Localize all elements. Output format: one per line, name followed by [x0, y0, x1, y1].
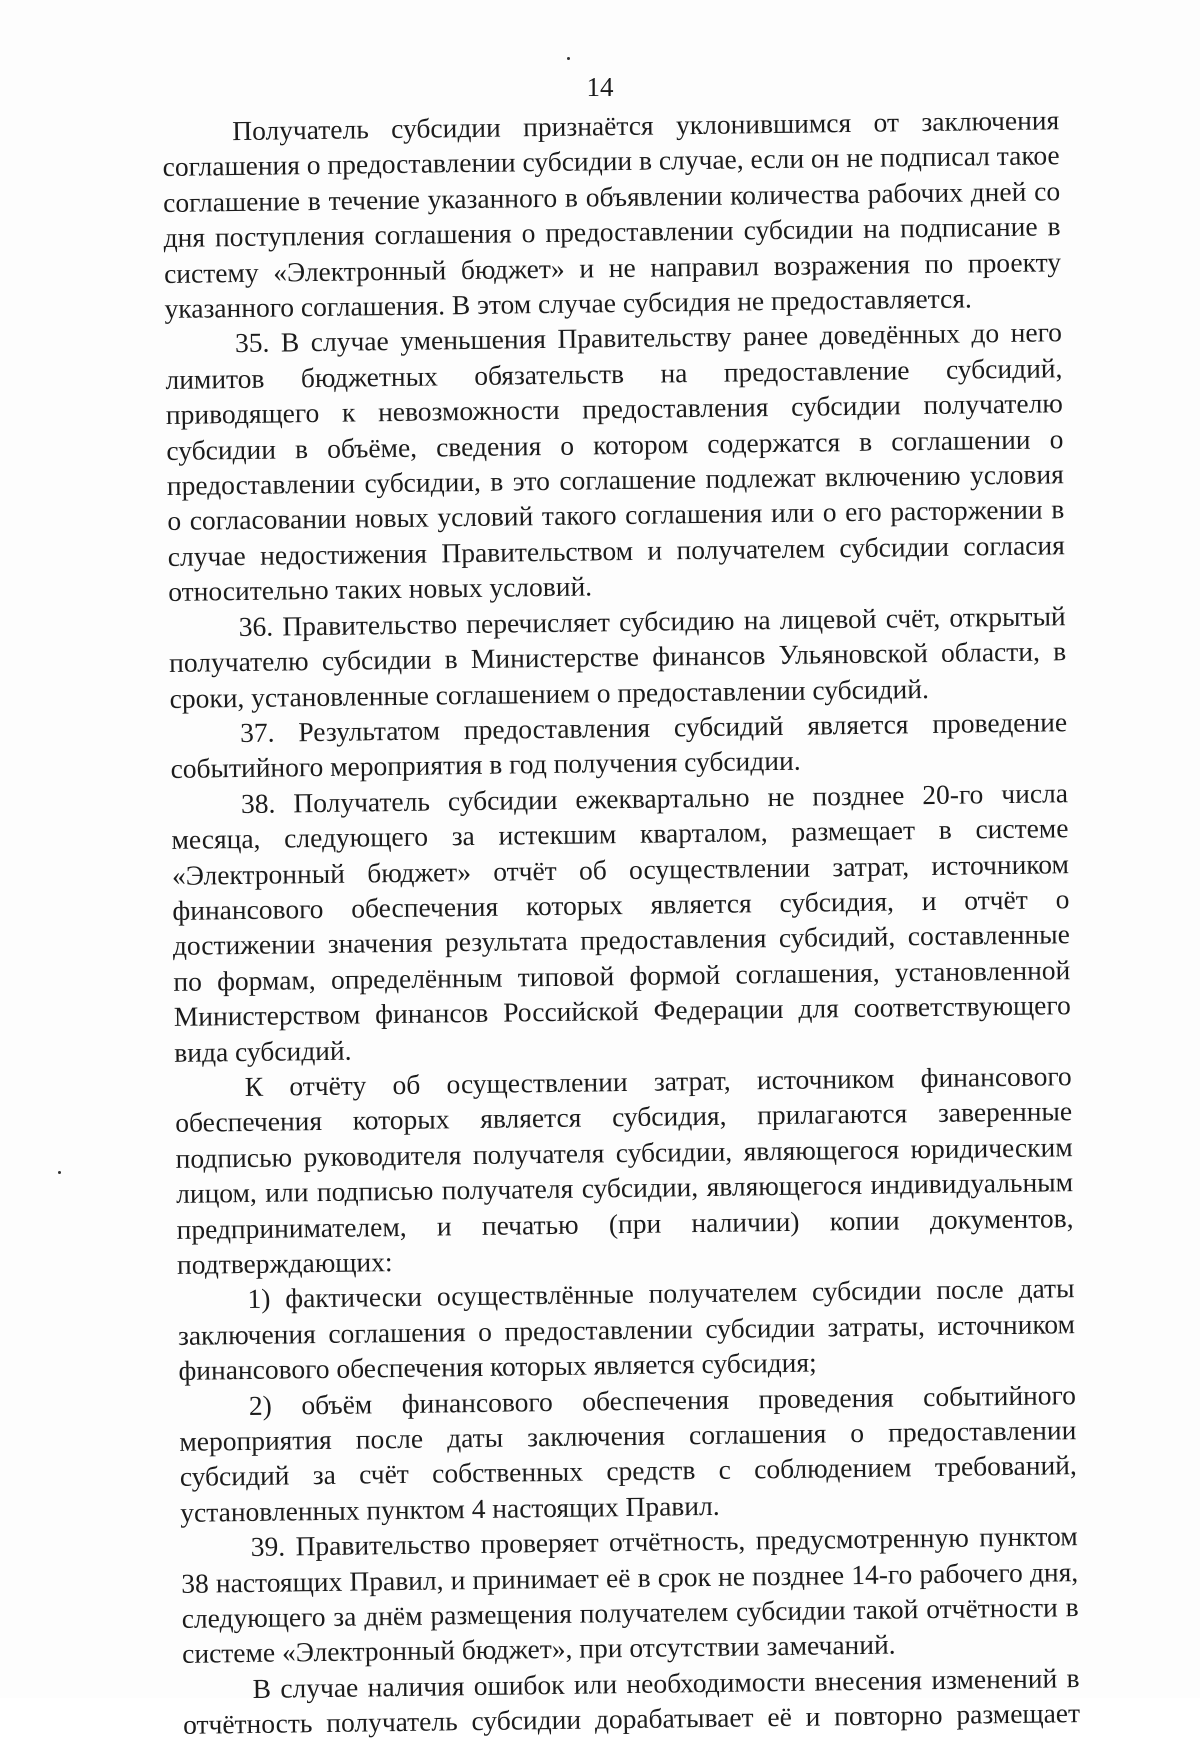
paragraph-item-1: 1) фактически осуществлённые получателем субсидии после даты заключения соглашения о предоставлении субсидии затраты, источником финансового обеспечения которых является субсидия; — [177, 1272, 1076, 1387]
scan-speck — [58, 1171, 61, 1174]
paragraph-item-2: 2) объём финансового обеспечения проведения событийного мероприятия после даты заключения соглашения о предоставлении субсидий за счёт собственных средств с соблюдением требований, установленных пунктом 4 настоящих Правил. — [179, 1378, 1077, 1528]
paragraph-39: 39. Правительство проверяет отчётность, предусмотренную пунктом 38 настоящих Правил, и принимает её в срок не позднее 14-го рабочего дня, следующего за днём размещения получателем субсидии такой отчётности в системе «Электронный бюджет», при отсутствии замечаний. — [181, 1520, 1079, 1670]
paragraph-35: 35. В случае уменьшения Правительству ранее доведённых до него лимитов бюджетных обязательств на предоставление субсидий, приводящего к невозможности предоставления субсидии получателю субсидии в объёме, сведения о котором содержатся в соглашении о предоставлении субсидии, в это соглашение подлежат включению условия о согласовании новых условий такого соглашения или о его расторжении в случае недостижения Правительством и получателем субсидии согласия относительно таких новых условий. — [165, 316, 1065, 608]
paragraph-report-attachments: К отчёту об осуществлении затрат, источником финансового обеспечения которых является субсидия, прилагаются заверенные подписью руководителя получателя субсидии, являющегося юридическим лицом, или подписью получателя субсидии, являющегося индивидуальным предпринимателем, и печатью (при наличии) копии документов, подтверждающих: — [175, 1060, 1074, 1280]
paragraph-36: 36. Правительство перечисляет субсидию на лицевой счёт, открытый получателю субсидии в Министерстве финансов Ульяновской области, в сроки, установленные соглашением о предоставлении субсидий. — [168, 599, 1067, 714]
paragraph-evasion: Получатель субсидии признаётся уклонившимся от заключения соглашения о предоставлении субсидии в случае, если он не подписал такое соглашение в течение указанного в объявлении количества рабочих дней со дня поступления соглашения о предоставлении субсидии на подписание в систему «Электронный бюджет» и не направил возражения по проекту указанного соглашения. В этом случае субсидия не предоставляется. — [162, 104, 1062, 325]
page-number: 14 — [586, 72, 614, 102]
document-body — [162, 102, 1080, 1742]
scan-speck — [567, 57, 570, 60]
paragraph-errors: В случае наличия ошибок или необходимости внесения изменений в отчётность получатель субсидии дорабатывает её и повторно размещает — [182, 1662, 1081, 1741]
paragraph-38: 38. Получатель субсидии ежеквартально не позднее 20-го числа месяца, следующего за истекшим кварталом, размещает в системе «Электронный бюджет» отчёт об осуществлении затрат, источником финансового обеспечения которых является субсидия, и отчёт о достижении значения результата предоставления субсидий, составленные по формам, определённым типовой формой соглашения, установленной Министерством финансов Российской Федерации для соответствующего вида субсидий. — [171, 776, 1071, 1068]
paragraph-37: 37. Результатом предоставления субсидий является проведение событийного мероприятия в год получения субсидии. — [170, 706, 1068, 785]
